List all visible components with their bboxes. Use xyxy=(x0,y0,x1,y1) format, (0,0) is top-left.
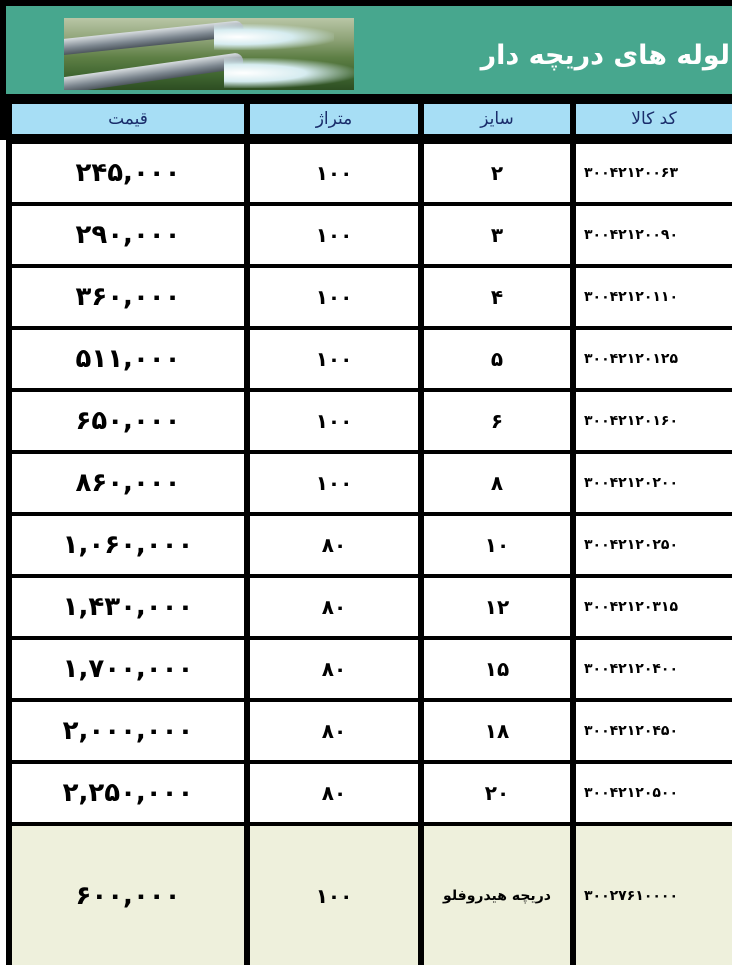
size-cell: ۸ xyxy=(424,454,570,512)
product-code-cell: ۳۰۰۴۲۱۲۰۲۵۰ xyxy=(576,516,732,574)
size-cell: ۲ xyxy=(424,144,570,202)
header-banner-panel xyxy=(6,6,732,94)
pipe-shape xyxy=(64,52,244,90)
size-cell: ۱۸ xyxy=(424,702,570,760)
column-header-size: سایز xyxy=(424,104,570,134)
product-code-cell: ۳۰۰۴۲۱۲۰۱۱۰ xyxy=(576,268,732,326)
price-cell: ۶۰۰,۰۰۰ xyxy=(12,826,244,965)
product-code-cell: ۳۰۰۲۷۶۱۰۰۰۰ xyxy=(576,826,732,965)
size-cell: ۱۲ xyxy=(424,578,570,636)
price-cell: ۱,۰۶۰,۰۰۰ xyxy=(12,516,244,574)
length-cell: ۸۰ xyxy=(250,578,418,636)
length-cell: ۱۰۰ xyxy=(250,144,418,202)
price-cell: ۸۶۰,۰۰۰ xyxy=(12,454,244,512)
size-cell: ۳ xyxy=(424,206,570,264)
water-spray-shape xyxy=(214,24,334,50)
price-cell: ۲,۰۰۰,۰۰۰ xyxy=(12,702,244,760)
price-cell: ۱,۷۰۰,۰۰۰ xyxy=(12,640,244,698)
product-code-cell: ۳۰۰۴۲۱۲۰۲۰۰ xyxy=(576,454,732,512)
product-code-cell: ۳۰۰۴۲۱۲۰۴۵۰ xyxy=(576,702,732,760)
length-cell: ۱۰۰ xyxy=(250,392,418,450)
product-code-cell: ۳۰۰۴۲۱۲۰۱۲۵ xyxy=(576,330,732,388)
length-cell: ۸۰ xyxy=(250,516,418,574)
size-cell: ۵ xyxy=(424,330,570,388)
water-spray-shape xyxy=(224,58,354,88)
size-cell: ۴ xyxy=(424,268,570,326)
price-cell: ۶۵۰,۰۰۰ xyxy=(12,392,244,450)
size-cell: ۱۵ xyxy=(424,640,570,698)
length-cell: ۱۰۰ xyxy=(250,268,418,326)
price-cell: ۳۶۰,۰۰۰ xyxy=(12,268,244,326)
irrigation-pipes-photo xyxy=(64,18,354,90)
column-header-length: متراژ xyxy=(250,104,418,134)
length-cell: ۱۰۰ xyxy=(250,206,418,264)
price-cell: ۵۱۱,۰۰۰ xyxy=(12,330,244,388)
column-header-price: قیمت xyxy=(12,104,244,134)
length-cell: ۱۰۰ xyxy=(250,454,418,512)
product-code-cell: ۳۰۰۴۲۱۲۰۱۶۰ xyxy=(576,392,732,450)
product-code-cell: ۳۰۰۴۲۱۲۰۰۶۳ xyxy=(576,144,732,202)
product-code-cell: ۳۰۰۴۲۱۲۰۳۱۵ xyxy=(576,578,732,636)
length-cell: ۸۰ xyxy=(250,640,418,698)
price-cell: ۲۴۵,۰۰۰ xyxy=(12,144,244,202)
length-cell: ۱۰۰ xyxy=(250,826,418,965)
length-cell: ۸۰ xyxy=(250,764,418,822)
product-code-cell: ۳۰۰۴۲۱۲۰۰۹۰ xyxy=(576,206,732,264)
size-cell: ۶ xyxy=(424,392,570,450)
size-cell: ۱۰ xyxy=(424,516,570,574)
header-banner xyxy=(0,0,732,98)
length-cell: ۱۰۰ xyxy=(250,330,418,388)
page-title: لوله های دریچه دار xyxy=(480,40,730,71)
product-code-cell: ۳۰۰۴۲۱۲۰۵۰۰ xyxy=(576,764,732,822)
price-cell: ۲۹۰,۰۰۰ xyxy=(12,206,244,264)
product-code-cell: ۳۰۰۴۲۱۲۰۴۰۰ xyxy=(576,640,732,698)
price-cell: ۱,۴۳۰,۰۰۰ xyxy=(12,578,244,636)
price-cell: ۲,۲۵۰,۰۰۰ xyxy=(12,764,244,822)
length-cell: ۸۰ xyxy=(250,702,418,760)
column-header-code: کد کالا xyxy=(576,104,732,134)
size-cell: دریچه هیدروفلو xyxy=(424,826,570,965)
size-cell: ۲۰ xyxy=(424,764,570,822)
